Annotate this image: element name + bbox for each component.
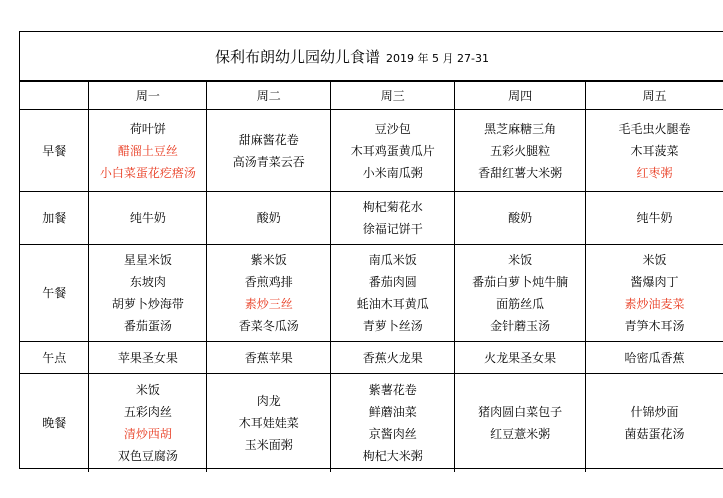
dish-item: 苹果圣女果 xyxy=(117,350,178,365)
dish-item: 纯牛奶 xyxy=(129,211,166,225)
dish-item: 青笋木耳汤 xyxy=(624,319,685,333)
dish-item: 双色豆腐汤 xyxy=(117,448,178,463)
dish-item: 京酱肉丝 xyxy=(368,426,417,441)
dish-item: 枸杞菊花水 xyxy=(362,200,423,214)
dish-item: 火龙果圣女果 xyxy=(484,350,557,365)
dish-item: 红枣粥 xyxy=(636,165,673,180)
menu-cell xyxy=(455,374,586,472)
dish-item: 五彩肉丝 xyxy=(123,404,172,419)
dish-item: 荷叶饼 xyxy=(129,121,166,136)
dish-item: 紫薯花卷 xyxy=(368,382,417,397)
dish-item: 番茄白萝卜炖牛腩 xyxy=(472,275,569,289)
menu-cell xyxy=(331,192,455,245)
menu-cell xyxy=(586,342,723,374)
menu-cell xyxy=(89,342,207,374)
menu-cell xyxy=(455,192,586,245)
menu-title: 保利布朗幼儿园幼儿食谱 xyxy=(215,48,381,66)
dish-item: 肉龙 xyxy=(256,393,281,408)
dish-item: 素炒油麦菜 xyxy=(624,297,685,311)
dish-item: 小米南瓜粥 xyxy=(362,165,423,180)
dish-item: 黑芝麻糖三角 xyxy=(484,121,557,136)
dish-item: 酱爆肉丁 xyxy=(630,275,679,289)
menu-cell xyxy=(586,245,723,342)
menu-cell xyxy=(207,192,331,245)
menu-cell xyxy=(331,342,455,374)
menu-sheet xyxy=(19,31,723,469)
dish-item: 菌菇蛋花汤 xyxy=(624,426,685,441)
menu-cell xyxy=(455,342,586,374)
day-header: 周四 xyxy=(455,82,586,110)
dish-item: 玉米面粥 xyxy=(244,437,293,452)
dish-item: 木耳娃娃菜 xyxy=(238,415,299,430)
menu-cell xyxy=(89,374,207,472)
dish-item: 纯牛奶 xyxy=(636,211,673,225)
dish-item: 五彩火腿粒 xyxy=(490,143,551,158)
dish-item: 哈密瓜香蕉 xyxy=(624,350,685,365)
dish-item: 酸奶 xyxy=(508,211,533,225)
dish-item: 米饭 xyxy=(135,382,160,397)
meal-row xyxy=(20,245,723,342)
dish-item: 南瓜米饭 xyxy=(368,253,417,267)
header-corner-cell xyxy=(20,82,89,110)
dish-item: 星星米饭 xyxy=(123,253,172,267)
menu-cell xyxy=(586,192,723,245)
dish-item: 高汤青菜云吞 xyxy=(232,154,305,169)
dish-item: 木耳鸡蛋黄瓜片 xyxy=(350,143,435,158)
dish-item: 醋溜土豆丝 xyxy=(117,143,178,158)
dish-item: 小白菜蛋花疙瘩汤 xyxy=(99,165,196,180)
meal-row xyxy=(20,110,723,192)
meal-label: 午餐 xyxy=(20,245,89,342)
dish-item: 素炒三丝 xyxy=(244,297,293,311)
meal-row xyxy=(20,342,723,374)
dish-item: 豆沙包 xyxy=(374,121,411,136)
dish-item: 酸奶 xyxy=(256,211,281,225)
dish-item: 毛毛虫火腿卷 xyxy=(618,121,691,136)
menu-cell xyxy=(89,192,207,245)
dish-item: 香菜冬瓜汤 xyxy=(238,319,299,333)
day-header: 周五 xyxy=(586,82,723,110)
dish-item: 紫米饭 xyxy=(250,253,287,267)
menu-cell xyxy=(207,245,331,342)
dish-item: 金针蘑玉汤 xyxy=(490,319,551,333)
meal-row xyxy=(20,192,723,245)
dish-item: 木耳菠菜 xyxy=(630,143,679,158)
dish-item: 什锦炒面 xyxy=(630,404,679,419)
menu-cell xyxy=(455,245,586,342)
dish-item: 枸杞大米粥 xyxy=(362,448,423,463)
dish-item: 甜麻酱花卷 xyxy=(238,132,299,147)
day-header: 周三 xyxy=(331,82,455,110)
meal-label: 加餐 xyxy=(20,192,89,245)
dish-item: 徐福记饼干 xyxy=(362,222,423,236)
menu-cell xyxy=(207,374,331,472)
menu-cell xyxy=(207,342,331,374)
dish-item: 猪肉圆白菜包子 xyxy=(478,404,563,419)
dish-item: 香煎鸡排 xyxy=(244,275,293,289)
menu-cell xyxy=(586,110,723,192)
dish-item: 香蕉火龙果 xyxy=(362,350,423,365)
dish-item: 番茄蛋汤 xyxy=(123,319,172,333)
menu-cell xyxy=(207,110,331,192)
dish-item: 胡萝卜炒海带 xyxy=(111,297,184,311)
meal-label: 早餐 xyxy=(20,110,89,192)
dish-item: 蚝油木耳黄瓜 xyxy=(356,297,429,311)
menu-table xyxy=(20,81,723,472)
dish-item: 红豆薏米粥 xyxy=(490,426,551,441)
dish-item: 番茄肉圆 xyxy=(368,275,417,289)
menu-cell xyxy=(89,245,207,342)
title-row xyxy=(20,32,723,81)
dish-item: 鲜蘑油菜 xyxy=(368,404,417,419)
dish-item: 香蕉苹果 xyxy=(244,350,293,365)
dish-item: 面筋丝瓜 xyxy=(496,297,545,311)
dish-item: 香甜红薯大米粥 xyxy=(478,165,563,180)
meal-label: 晚餐 xyxy=(20,374,89,472)
menu-cell xyxy=(331,110,455,192)
dish-item: 东坡肉 xyxy=(129,275,166,289)
menu-cell xyxy=(89,110,207,192)
dish-item: 青萝卜丝汤 xyxy=(362,319,423,333)
dish-item: 清炒西胡 xyxy=(123,426,172,441)
menu-cell xyxy=(331,374,455,472)
menu-cell xyxy=(586,374,723,472)
header-row xyxy=(20,82,723,110)
meal-label: 午点 xyxy=(20,342,89,374)
day-header: 周一 xyxy=(89,82,207,110)
menu-cell xyxy=(331,245,455,342)
dish-item: 米饭 xyxy=(508,253,533,267)
day-header: 周二 xyxy=(207,82,331,110)
page-title xyxy=(215,46,489,67)
date-range: 2019 年 5 月 27-31 xyxy=(386,52,489,65)
dish-item: 米饭 xyxy=(642,253,667,267)
meal-row xyxy=(20,374,723,472)
menu-cell xyxy=(455,110,586,192)
menu-body xyxy=(20,82,723,472)
